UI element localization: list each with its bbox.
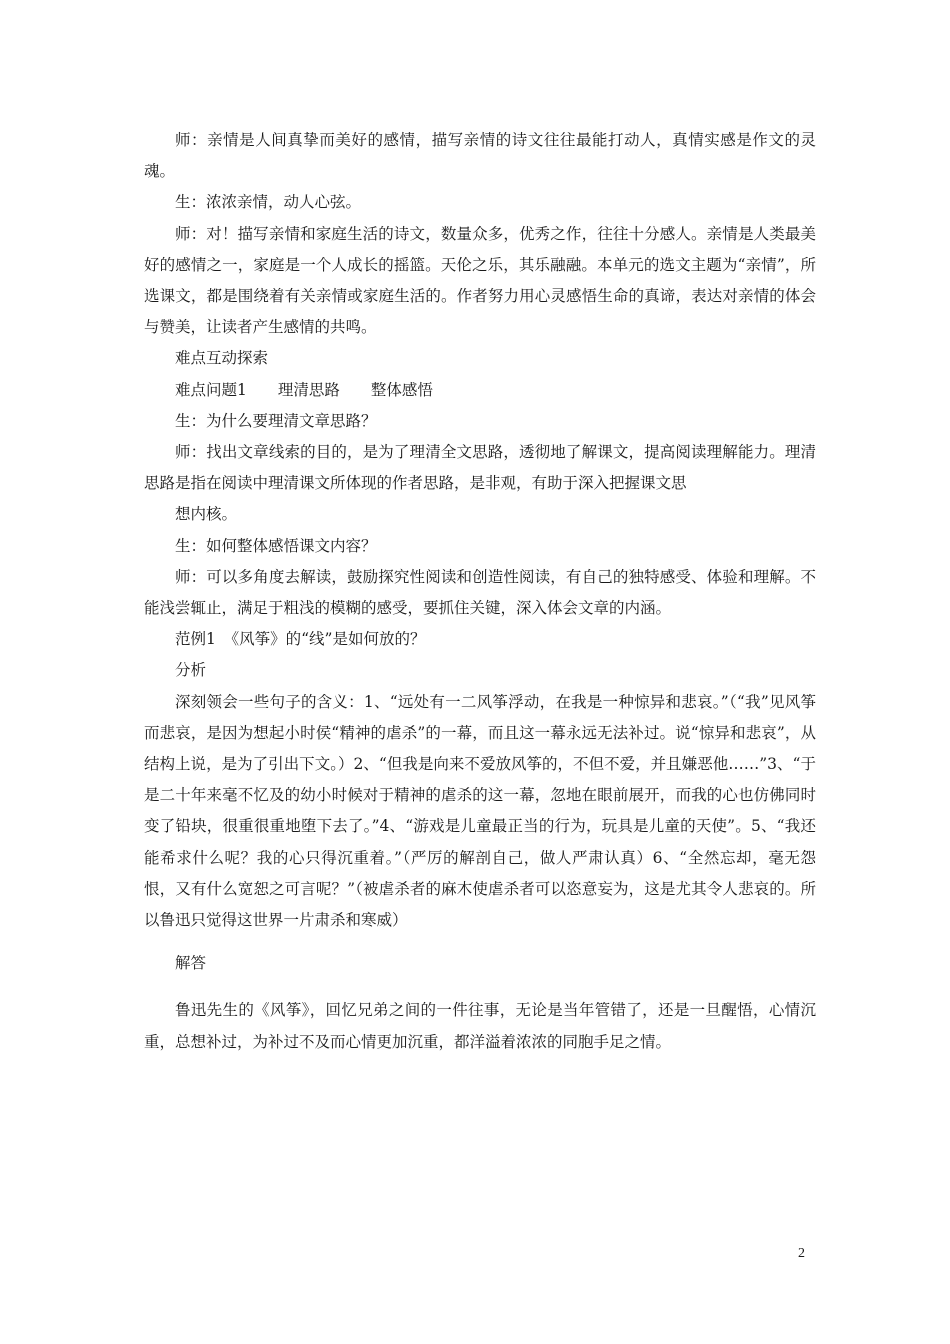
page-number: 2 xyxy=(798,1246,805,1261)
section-heading-difficulty: 难点互动探索 xyxy=(175,349,269,368)
paragraph-teacher-answer-1: 师：找出文章线索的目的，是为了理清全文思路，透彻地了解课文，提高阅读理解能力。理清思路是指在阅读中理清课文所体现的作者思路，是非观，有助于深入把握课文思 xyxy=(144,443,816,493)
paragraph-student-question-1: 生：为什么要理清文章思路？ xyxy=(175,411,377,430)
paragraph-answer: 鲁迅先生的《风筝》，回忆兄弟之间的一件往事，无论是当年管错了，还是一旦醒悟，心情沉重，总想补过，为补过不及而心情更加沉重，都洋溢着浓浓的同胞手足之情。 xyxy=(144,1001,816,1051)
difficulty-question-heading: 难点问题1 理清思路 整体感悟 xyxy=(175,380,433,399)
paragraph-student-reply: 生：浓浓亲情，动人心弦。 xyxy=(175,193,362,212)
paragraph-teacher-answer-2: 师：可以多角度去解读，鼓励探究性阅读和创造性阅读，有自己的独特感受、体验和理解。不能浅尝辄止，满足于粗浅的模糊的感受，要抓住关键，深入体会文章的内涵。 xyxy=(144,567,816,618)
paragraph-teacher-theme: 师：对！描写亲情和家庭生活的诗文，数量众多，优秀之作，往往十分感人。亲情是人类最美好的感情之一，家庭是一个人成长的摇篮。天伦之乐，其乐融融。本单元的选文主题为“亲情”，所选课文，都是围绕着有关亲情或家庭生活的。作者努力用心灵感悟生命的真谛，表达对亲情的体会与赞美，让读者产生感情的共鸣。 xyxy=(144,224,816,337)
analysis-heading: 分析 xyxy=(175,661,207,680)
paragraph-student-question-2: 生：如何整体感悟课文内容？ xyxy=(175,536,377,555)
answer-heading: 解答 xyxy=(175,954,207,973)
paragraph-continuation: 想内核。 xyxy=(175,505,238,524)
paragraph-teacher-intro: 师：亲情是人间真挚而美好的感情，描写亲情的诗文往往最能打动人，真情实感是作文的灵魂。 xyxy=(144,131,816,181)
paragraph-analysis: 深刻领会一些句子的含义：1、“远处有一二风筝浮动，在我是一种惊异和悲哀。”（“我”见风筝而悲哀，是因为想起小时侯“精神的虐杀”的一幕，而且这一幕永远无法补过。说“惊异和悲哀”，从结构上说，是为了引出下文。）2、“但我是向来不爱放风筝的，不但不爱，并且嫌恶他……”3、“于是二十年来毫不忆及的幼小时候对于精神的虐杀的这一幕，忽地在眼前展开，而我的心也仿佛同时变了铅块，很重很重地堕下去了。”4、“游戏是儿童最正当的行为，玩具是儿童的天使”。5、“我还能希求什么呢？我的心只得沉重着。”（严厉的解剖自己，做人严肃认真）6、“全然忘却，毫无怨恨，又有什么宽恕之可言呢？”（被虐杀者的麻木使虐杀者可以恣意妄为，这是尤其令人悲哀的。所以鲁迅只觉得这世界一片肃杀和寒威） xyxy=(144,692,816,930)
document-body xyxy=(144,125,816,1058)
example-heading: 范例1 《风筝》的“线”是如何放的？ xyxy=(175,630,426,649)
